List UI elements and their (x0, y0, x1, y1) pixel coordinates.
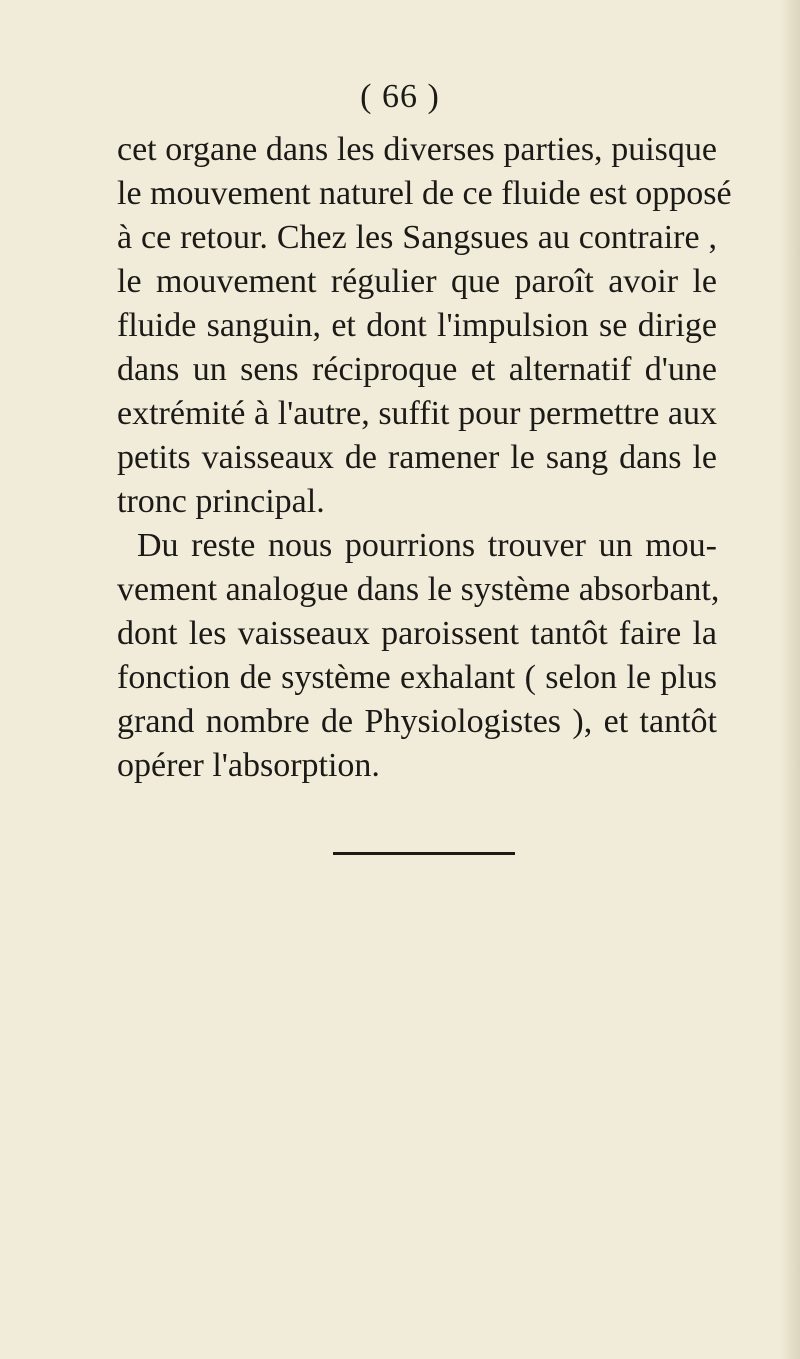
text-line: petits vaisseaux de ramener le sang dans le (117, 439, 717, 476)
text-line: opérer l'absorption. (117, 747, 380, 784)
text-line: le mouvement régulier que paroît avoir le (117, 263, 717, 300)
text-line: extrémité à l'autre, suffit pour permettre aux (117, 395, 717, 432)
text-line: dans un sens réciproque et alternatif d'une (117, 351, 717, 388)
text-line: le mouvement naturel de ce fluide est opposé (117, 175, 732, 212)
text-line: fonction de système exhalant ( selon le plus (117, 659, 717, 696)
text-line: tronc principal. (117, 483, 325, 520)
text-line: cet organe dans les diverses parties, puisque (117, 131, 717, 168)
section-divider-rule (333, 852, 515, 855)
text-line: Du reste nous pourrions trouver un mou- (137, 527, 717, 564)
text-line: dont les vaisseaux paroissent tantôt faire la (117, 615, 717, 652)
body-text (117, 128, 732, 788)
text-line: fluide sanguin, et dont l'impulsion se dirige (117, 307, 717, 344)
text-line: à ce retour. Chez les Sangsues au contraire , (117, 219, 717, 256)
text-line: grand nombre de Physiologistes ), et tantôt (117, 703, 717, 740)
page-number: ( 66 ) (360, 78, 440, 115)
text-line: vement analogue dans le système absorbant, (117, 571, 720, 608)
